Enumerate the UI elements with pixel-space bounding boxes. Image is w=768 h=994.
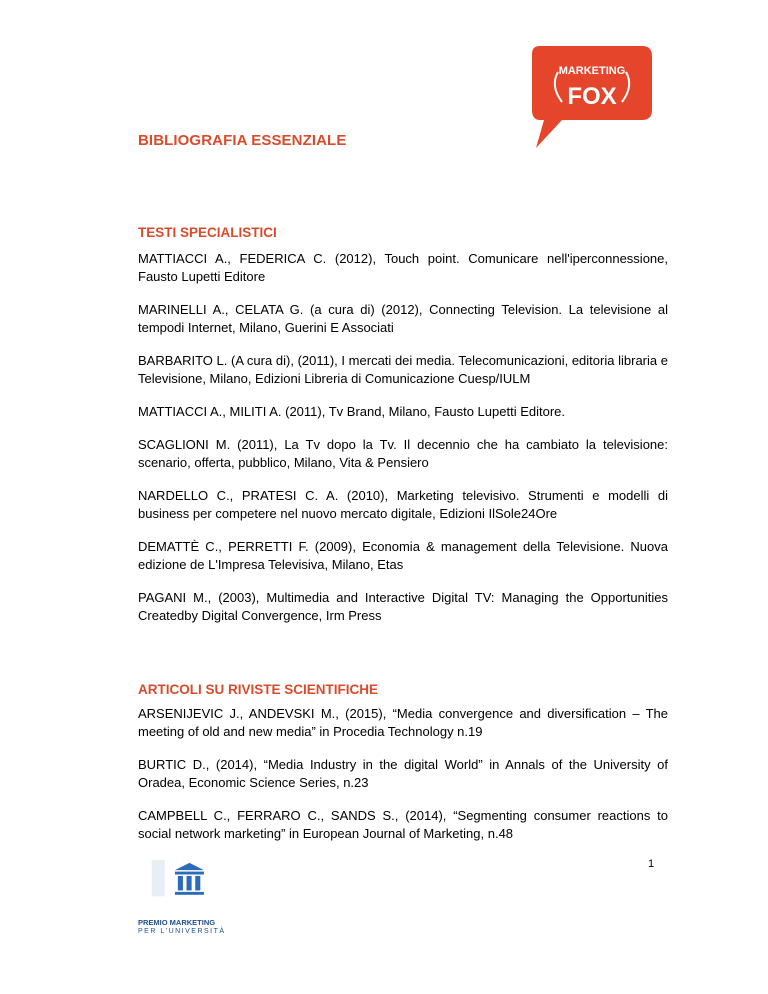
page-title: BIBLIOGRAFIA ESSENZIALE — [138, 132, 347, 149]
footer-logo-line2: PER L'UNIVERSITÀ — [138, 928, 226, 935]
premio-marketing-logo — [138, 860, 238, 918]
list-item: DEMATTÈ C., PERRETTI F. (2009), Economia & management della Televisione. Nuova edizione de L'Impresa Televisiva, Milano, Etas — [138, 539, 668, 572]
marketing-fox-logo — [522, 44, 658, 156]
logo-text-fox: FOX — [567, 83, 617, 110]
logo-text-marketing: MARKETING — [558, 65, 626, 77]
list-item: PAGANI M., (2003), Multimedia and Interactive Digital TV: Managing the Opportunities Createdby Digital Convergence, Irm Press — [138, 590, 668, 623]
list-item: CAMPBELL C., FERRARO C., SANDS S., (2014), “Segmenting consumer reactions to social network marketing” in European Journal of Marketing, n.48 — [138, 808, 668, 841]
list-item: ARSENIJEVIC J., ANDEVSKI M., (2015), “Media convergence and diversification – The meeting of old and new media” in Procedia Technology n.19 — [138, 706, 668, 739]
testi-list — [138, 250, 668, 625]
page-number: 1 — [648, 858, 655, 870]
list-item: BARBARITO L. (A cura di), (2011), I mercati dei media. Telecomunicazioni, editoria libraria e Televisione, Milano, Edizioni Libreria di Comunicazione Cuesp/IULM — [138, 353, 668, 386]
list-item: BURTIC D., (2014), “Media Industry in the digital World” in Annals of the University of Oradea, Economic Science Series, n.23 — [138, 757, 668, 790]
section-heading-testi: TESTI SPECIALISTICI — [138, 225, 277, 240]
footer-logo-line1: PREMIO MARKETING — [138, 918, 216, 927]
list-item: NARDELLO C., PRATESI C. A. (2010), Marketing televisivo. Strumenti e modelli di business per competere nel nuovo mercato digitale, Edizioni IlSole24Ore — [138, 488, 668, 521]
articoli-list — [138, 705, 668, 843]
list-item: MATTIACCI A., FEDERICA C. (2012), Touch point. Comunicare nell'iperconnessione, Fausto Lupetti Editore — [138, 251, 668, 284]
list-item: MATTIACCI A., MILITI A. (2011), Tv Brand, Milano, Fausto Lupetti Editore. — [138, 404, 566, 419]
list-item: SCAGLIONI M. (2011), La Tv dopo la Tv. Il decennio che ha cambiato la televisione: scenario, offerta, pubblico, Milano, Vita & Pensiero — [138, 437, 668, 470]
section-heading-articoli: ARTICOLI SU RIVISTE SCIENTIFICHE — [138, 682, 379, 697]
list-item: MARINELLI A., CELATA G. (a cura di) (2012), Connecting Television. La televisione al tempodi Internet, Milano, Guerini E Associati — [138, 302, 668, 335]
